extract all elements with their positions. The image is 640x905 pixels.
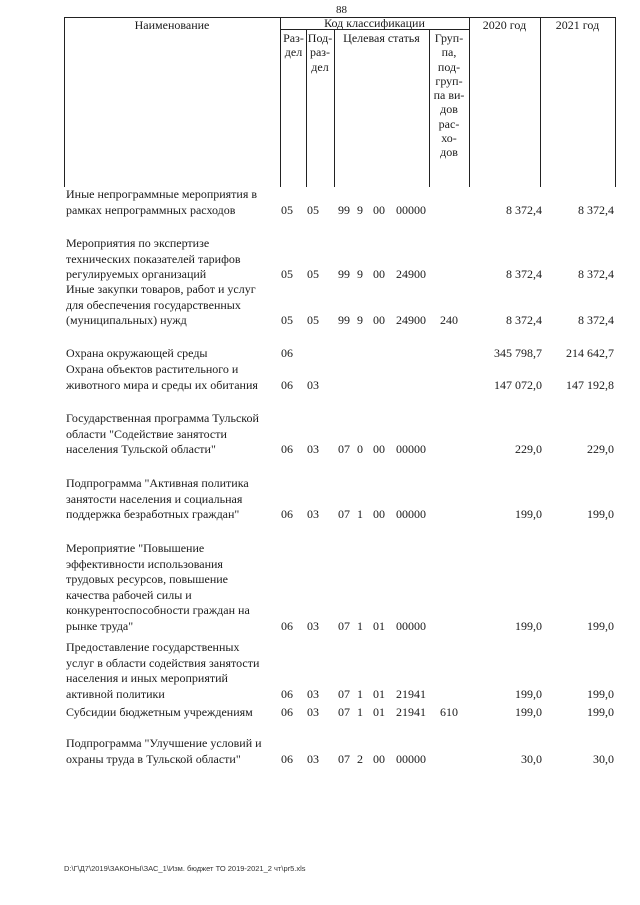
cell-v2020: 199,0 [515,686,542,701]
cell-t3: 01 [373,705,385,719]
cell-t4: 00000 [396,202,426,217]
cell-v2021: 199,0 [587,507,614,521]
cell-subsection: 05 [307,313,319,327]
row-name: Субсидии бюджетным учреждениям [66,705,253,719]
cell-t3: 00 [373,442,385,456]
header-year-2021: 2021 год [555,18,600,32]
file-path-footer: D:\Г\Д7\2019\ЗАКОНЫ\ЗАС_1\Изм. бюджет ТО 2019-2021_2 чт\pr5.xls [64,864,306,873]
row-name: Мероприятия по экспертизе технических показателей тарифов регулируемых организаций [66,236,241,281]
cell-t4: 00000 [396,507,426,521]
cell-subsection: 05 [307,267,319,281]
row-name: Охрана окружающей среды [66,346,208,360]
cell-t2: 2 [357,751,363,766]
cell-section: 06 [281,346,293,360]
cell-t3: 00 [373,313,385,327]
cell-t1: 07 [338,705,350,719]
cell-subsection: 03 [307,618,319,633]
cell-group: 610 [440,705,458,719]
cell-v2021: 8 372,4 [578,202,614,217]
table-header [64,17,616,187]
cell-subsection: 03 [307,705,319,719]
cell-subsection: 05 [307,202,319,217]
cell-subsection: 03 [307,507,319,521]
cell-section: 06 [281,618,293,633]
cell-v2020: 8 372,4 [506,202,542,217]
cell-subsection: 03 [307,686,319,701]
cell-v2021: 199,0 [587,618,614,633]
page-number: 88 [336,4,347,16]
cell-t3: 00 [373,507,385,521]
cell-t2: 9 [357,202,363,217]
cell-t3: 01 [373,618,385,633]
cell-t4: 24900 [396,313,426,327]
cell-t1: 99 [338,313,350,327]
cell-section: 05 [281,267,293,281]
cell-t2: 1 [357,686,363,701]
cell-t4: 21941 [396,705,426,719]
header-name: Наименование [134,18,210,32]
cell-section: 06 [281,705,293,719]
cell-v2021: 214 642,7 [566,346,614,360]
row-name: Подпрограмма "Активная политика занятости населения и социальная поддержка безработных граждан" [66,476,249,521]
cell-v2020: 229,0 [515,442,542,456]
cell-subsection: 03 [307,751,319,766]
cell-section: 06 [281,377,293,392]
cell-t4: 00000 [396,751,426,766]
header-subsection: Под- раз- дел [307,31,333,74]
cell-v2020: 199,0 [515,705,542,719]
cell-t4: 00000 [396,618,426,633]
cell-t3: 00 [373,267,385,281]
row-name: Предоставление государственных услуг в области содействия занятости населения и иных мероприятий активной политики [66,640,260,701]
cell-v2020: 8 372,4 [506,267,542,281]
row-name: Подпрограмма "Улучшение условий и охраны труда в Тульской области" [66,736,262,766]
row-name: Иные закупки товаров, работ и услуг для обеспечения государственных (муниципальных) нужд [66,282,256,327]
cell-t4: 00000 [396,442,426,456]
cell-section: 05 [281,313,293,327]
cell-section: 06 [281,442,293,456]
cell-t2: 1 [357,705,363,719]
cell-v2021: 8 372,4 [578,267,614,281]
cell-t1: 99 [338,267,350,281]
header-year-2020: 2020 год [482,18,527,32]
cell-t2: 1 [357,507,363,521]
cell-v2020: 199,0 [515,618,542,633]
cell-t1: 99 [338,202,350,217]
cell-v2021: 199,0 [587,686,614,701]
cell-v2021: 30,0 [593,751,614,766]
row-name: Охрана объектов растительного и животного мира и среды их обитания [66,362,258,392]
cell-v2021: 229,0 [587,442,614,456]
cell-section: 06 [281,507,293,521]
row-name: Государственная программа Тульской области "Содействие занятости населения Тульской области" [66,411,259,456]
cell-t2: 0 [357,442,363,456]
cell-t3: 00 [373,202,385,217]
row-name: Иные непрограммные мероприятия в рамках непрограммных расходов [66,187,258,217]
cell-v2021: 8 372,4 [578,313,614,327]
cell-t1: 07 [338,507,350,521]
cell-v2020: 30,0 [521,751,542,766]
row-name: Мероприятие "Повышение эффективности использования трудовых ресурсов, повышение качества рабочей силы и конкурентоспособности граждан на рынке труда" [66,541,250,633]
cell-t2: 1 [357,618,363,633]
cell-subsection: 03 [307,377,319,392]
cell-t3: 00 [373,751,385,766]
cell-t3: 01 [373,686,385,701]
cell-v2020: 345 798,7 [494,346,542,360]
cell-t1: 07 [338,442,350,456]
cell-section: 06 [281,686,293,701]
cell-t4: 24900 [396,267,426,281]
cell-t1: 07 [338,686,350,701]
header-section: Раз- дел [283,31,304,60]
cell-v2020: 199,0 [515,507,542,521]
cell-v2020: 147 072,0 [494,377,542,392]
cell-group: 240 [440,313,458,327]
cell-v2021: 199,0 [587,705,614,719]
cell-section: 06 [281,751,293,766]
header-target-article: Целевая статья [343,31,420,45]
header-code-group: Код классификации [324,16,425,30]
cell-section: 05 [281,202,293,217]
cell-t1: 07 [338,751,350,766]
cell-t4: 21941 [396,686,426,701]
header-expense-group: Груп- па, под- груп- па ви- дов рас- хо- дов [433,31,465,160]
cell-subsection: 03 [307,442,319,456]
cell-t1: 07 [338,618,350,633]
cell-t2: 9 [357,313,363,327]
cell-t2: 9 [357,267,363,281]
cell-v2020: 8 372,4 [506,313,542,327]
cell-v2021: 147 192,8 [566,377,614,392]
